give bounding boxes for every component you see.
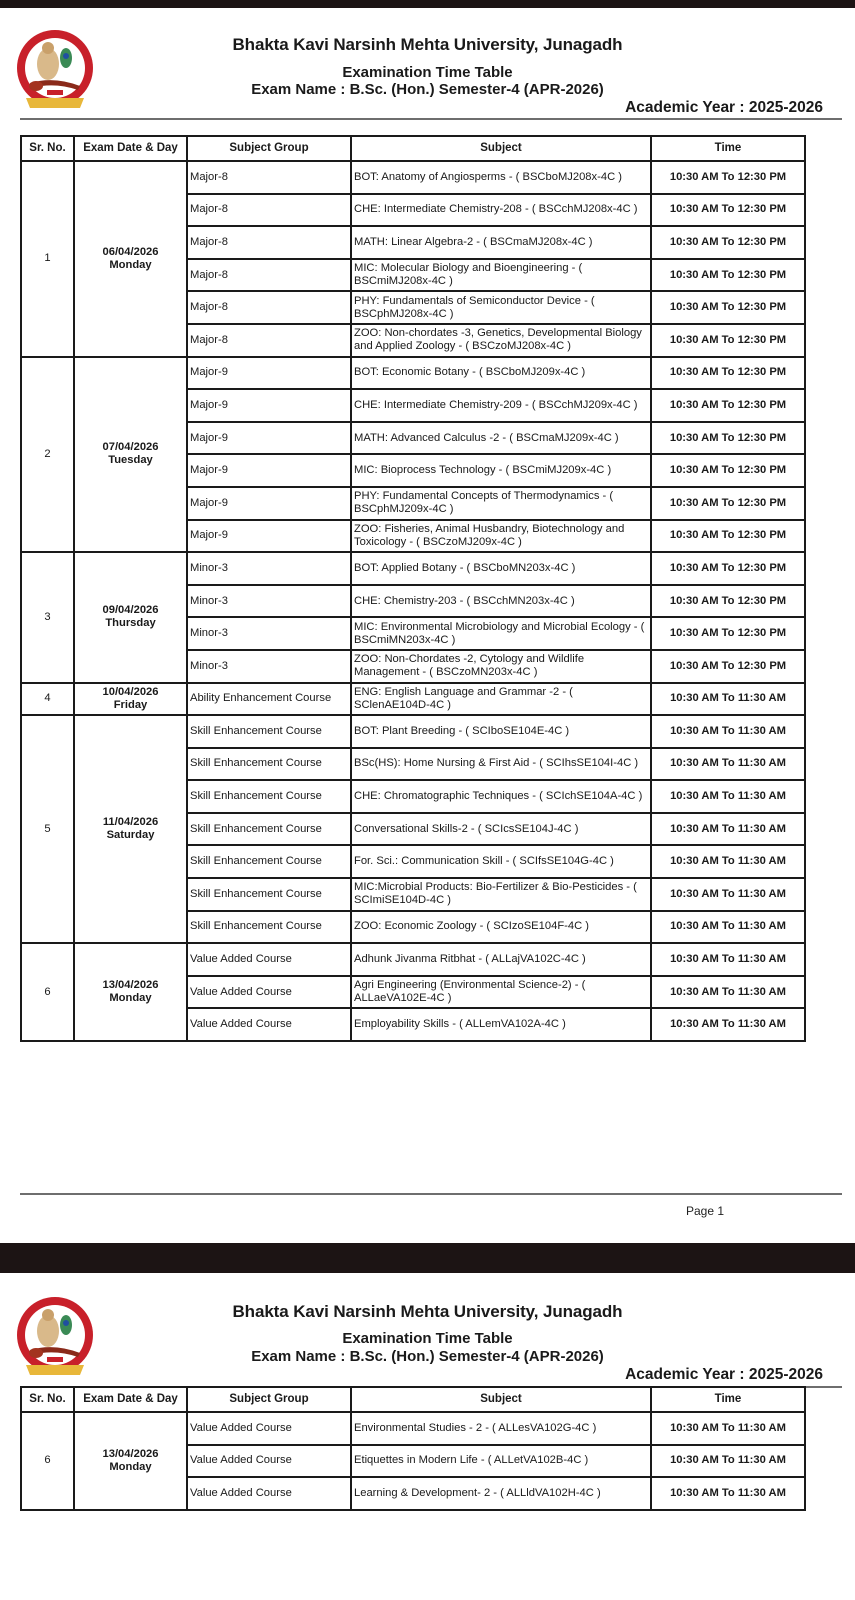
timetable-body bbox=[21, 1412, 805, 1510]
subject-group: Minor-3 bbox=[187, 650, 351, 683]
subject: MATH: Linear Algebra-2 - ( BSCmaMJ208x-4C ) bbox=[351, 226, 651, 259]
page-break-bar bbox=[0, 1243, 855, 1273]
exam-time: 10:30 AM To 11:30 AM bbox=[651, 780, 805, 813]
exam-day: Monday bbox=[109, 258, 152, 271]
exam-time: 10:30 AM To 11:30 AM bbox=[651, 683, 805, 716]
exam-time: 10:30 AM To 11:30 AM bbox=[651, 878, 805, 911]
exam-day: Monday bbox=[109, 992, 152, 1005]
exam-time: 10:30 AM To 12:30 PM bbox=[651, 291, 805, 324]
serial-number: 5 bbox=[21, 715, 74, 943]
exam-date-cell bbox=[74, 1412, 187, 1510]
subject: CHE: Chemistry-203 - ( BSCchMN203x-4C ) bbox=[351, 585, 651, 618]
exam-time: 10:30 AM To 11:30 AM bbox=[651, 1008, 805, 1041]
subject-group: Skill Enhancement Course bbox=[187, 748, 351, 781]
exam-date: 10/04/2026 bbox=[102, 685, 159, 698]
exam-date-cell bbox=[74, 357, 187, 553]
subject-group: Skill Enhancement Course bbox=[187, 878, 351, 911]
subject-group: Major-9 bbox=[187, 422, 351, 455]
exam-time: 10:30 AM To 12:30 PM bbox=[651, 357, 805, 390]
subject: MIC: Environmental Microbiology and Microbial Ecology - ( BSCmiMN203x-4C ) bbox=[351, 617, 651, 650]
exam-date: 11/04/2026 bbox=[102, 816, 159, 829]
exam-date: 09/04/2026 bbox=[102, 604, 159, 617]
exam-name: Exam Name : B.Sc. (Hon.) Semester-4 (APR-2026) bbox=[251, 1348, 604, 1365]
table-header-row bbox=[21, 136, 805, 161]
table-row bbox=[21, 943, 805, 976]
page-2 bbox=[0, 1273, 855, 1600]
subject-group: Major-8 bbox=[187, 226, 351, 259]
exam-date-cell bbox=[74, 552, 187, 682]
subject-group: Value Added Course bbox=[187, 1412, 351, 1445]
subject-group: Value Added Course bbox=[187, 1477, 351, 1510]
academic-year: Academic Year : 2025-2026 bbox=[625, 1366, 823, 1383]
exam-time: 10:30 AM To 12:30 PM bbox=[651, 454, 805, 487]
subject: MIC: Bioprocess Technology - ( BSCmiMJ209x-4C ) bbox=[351, 454, 651, 487]
subject: Adhunk Jivanma Ritbhat - ( ALLajVA102C-4C ) bbox=[351, 943, 651, 976]
exam-time: 10:30 AM To 12:30 PM bbox=[651, 161, 805, 194]
subject-group: Value Added Course bbox=[187, 1445, 351, 1478]
subject-group: Value Added Course bbox=[187, 1008, 351, 1041]
col-header-sr-no: Sr. No. bbox=[21, 136, 74, 161]
footer-divider bbox=[20, 1193, 842, 1195]
col-header-sr-no: Sr. No. bbox=[21, 1387, 74, 1412]
subject: ZOO: Economic Zoology - ( SCIzoSE104F-4C ) bbox=[351, 911, 651, 944]
timetable-body bbox=[21, 161, 805, 1041]
subject: BOT: Anatomy of Angiosperms - ( BSCboMJ208x-4C ) bbox=[351, 161, 651, 194]
subject-group: Skill Enhancement Course bbox=[187, 845, 351, 878]
table-row bbox=[21, 715, 805, 748]
exam-time: 10:30 AM To 11:30 AM bbox=[651, 1412, 805, 1445]
table-row bbox=[21, 683, 805, 716]
subject-group: Major-8 bbox=[187, 291, 351, 324]
subject: ZOO: Fisheries, Animal Husbandry, Biotechnology and Toxicology - ( BSCzoMJ209x-4C ) bbox=[351, 520, 651, 553]
exam-time: 10:30 AM To 12:30 PM bbox=[651, 389, 805, 422]
subject-group: Major-9 bbox=[187, 520, 351, 553]
subject: Environmental Studies - 2 - ( ALLesVA102G-4C ) bbox=[351, 1412, 651, 1445]
subject-group: Value Added Course bbox=[187, 943, 351, 976]
subject: CHE: Chromatographic Techniques - ( SCIchSE104A-4C ) bbox=[351, 780, 651, 813]
timetable-page-1 bbox=[20, 135, 806, 1042]
subject: Agri Engineering (Environmental Science-2) - ( ALLaeVA102E-4C ) bbox=[351, 976, 651, 1009]
subject-group: Major-9 bbox=[187, 389, 351, 422]
subject: CHE: Intermediate Chemistry-208 - ( BSCchMJ208x-4C ) bbox=[351, 194, 651, 227]
subject-group: Major-8 bbox=[187, 161, 351, 194]
subject: MIC: Molecular Biology and Bioengineering - ( BSCmiMJ208x-4C ) bbox=[351, 259, 651, 292]
subject: BOT: Applied Botany - ( BSCboMN203x-4C ) bbox=[351, 552, 651, 585]
subject-group: Major-9 bbox=[187, 454, 351, 487]
col-header-subject: Subject bbox=[351, 1387, 651, 1412]
table-row bbox=[21, 1412, 805, 1445]
exam-date-cell bbox=[74, 161, 187, 357]
subject-group: Minor-3 bbox=[187, 552, 351, 585]
subject: CHE: Intermediate Chemistry-209 - ( BSCchMJ209x-4C ) bbox=[351, 389, 651, 422]
exam-day: Saturday bbox=[106, 829, 155, 842]
subject: For. Sci.: Communication Skill - ( SCIfsSE104G-4C ) bbox=[351, 845, 651, 878]
exam-time: 10:30 AM To 12:30 PM bbox=[651, 422, 805, 455]
subject: MIC:Microbial Products: Bio-Fertilizer & Bio-Pesticides - ( SCImiSE104D-4C ) bbox=[351, 878, 651, 911]
exam-time: 10:30 AM To 12:30 PM bbox=[651, 487, 805, 520]
exam-date: 13/04/2026 bbox=[102, 979, 159, 992]
table-header-row bbox=[21, 1387, 805, 1412]
col-header-subject-group: Subject Group bbox=[187, 136, 351, 161]
exam-time: 10:30 AM To 12:30 PM bbox=[651, 324, 805, 357]
exam-day: Thursday bbox=[105, 617, 156, 630]
university-name: Bhakta Kavi Narsinh Mehta University, Junagadh bbox=[232, 35, 623, 54]
table-row bbox=[21, 552, 805, 585]
exam-date: 13/04/2026 bbox=[102, 1447, 159, 1460]
exam-time: 10:30 AM To 12:30 PM bbox=[651, 194, 805, 227]
subject-group: Major-9 bbox=[187, 487, 351, 520]
serial-number: 1 bbox=[21, 161, 74, 357]
serial-number: 6 bbox=[21, 1412, 74, 1510]
subject-group: Major-9 bbox=[187, 357, 351, 390]
serial-number: 2 bbox=[21, 357, 74, 553]
exam-time: 10:30 AM To 11:30 AM bbox=[651, 845, 805, 878]
exam-date: 07/04/2026 bbox=[102, 441, 159, 454]
col-header-subject-group: Subject Group bbox=[187, 1387, 351, 1412]
exam-day: Monday bbox=[109, 1460, 152, 1473]
subject: BSc(HS): Home Nursing & First Aid - ( SCIhsSE104I-4C ) bbox=[351, 748, 651, 781]
exam-time: 10:30 AM To 11:30 AM bbox=[651, 976, 805, 1009]
subject-group: Skill Enhancement Course bbox=[187, 911, 351, 944]
subject: Learning & Development- 2 - ( ALLldVA102H-4C ) bbox=[351, 1477, 651, 1510]
col-header-time: Time bbox=[651, 1387, 805, 1412]
exam-time: 10:30 AM To 11:30 AM bbox=[651, 1477, 805, 1510]
exam-name: Exam Name : B.Sc. (Hon.) Semester-4 (APR-2026) bbox=[251, 81, 604, 98]
subject-group: Minor-3 bbox=[187, 617, 351, 650]
col-header-time: Time bbox=[651, 136, 805, 161]
subject-group: Skill Enhancement Course bbox=[187, 813, 351, 846]
subject: Etiquettes in Modern Life - ( ALLetVA102B-4C ) bbox=[351, 1445, 651, 1478]
exam-time: 10:30 AM To 12:30 PM bbox=[651, 650, 805, 683]
serial-number: 6 bbox=[21, 943, 74, 1041]
exam-time: 10:30 AM To 11:30 AM bbox=[651, 715, 805, 748]
subject: PHY: Fundamentals of Semiconductor Device - ( BSCphMJ208x-4C ) bbox=[351, 291, 651, 324]
exam-time: 10:30 AM To 11:30 AM bbox=[651, 748, 805, 781]
subject-group: Minor-3 bbox=[187, 585, 351, 618]
table-row bbox=[21, 357, 805, 390]
subject-group: Value Added Course bbox=[187, 976, 351, 1009]
subject: Employability Skills - ( ALLemVA102A-4C ) bbox=[351, 1008, 651, 1041]
exam-day: Tuesday bbox=[108, 454, 153, 467]
exam-date-cell bbox=[74, 683, 187, 716]
subject-group: Major-8 bbox=[187, 194, 351, 227]
exam-date: 06/04/2026 bbox=[102, 245, 159, 258]
page-number: Page 1 bbox=[686, 1204, 725, 1218]
subject: MATH: Advanced Calculus -2 - ( BSCmaMJ209x-4C ) bbox=[351, 422, 651, 455]
header-divider bbox=[20, 118, 842, 120]
subject: BOT: Plant Breeding - ( SCIboSE104E-4C ) bbox=[351, 715, 651, 748]
serial-number: 3 bbox=[21, 552, 74, 682]
academic-year: Academic Year : 2025-2026 bbox=[625, 99, 823, 116]
subject: ZOO: Non-Chordates -2, Cytology and Wildlife Management - ( BSCzoMN203x-4C ) bbox=[351, 650, 651, 683]
exam-time: 10:30 AM To 12:30 PM bbox=[651, 226, 805, 259]
exam-time: 10:30 AM To 12:30 PM bbox=[651, 520, 805, 553]
col-header-subject: Subject bbox=[351, 136, 651, 161]
col-header-exam-date: Exam Date & Day bbox=[74, 1387, 187, 1412]
subject-group: Major-8 bbox=[187, 259, 351, 292]
serial-number: 4 bbox=[21, 683, 74, 716]
subject: BOT: Economic Botany - ( BSCboMJ209x-4C ) bbox=[351, 357, 651, 390]
exam-time: 10:30 AM To 12:30 PM bbox=[651, 259, 805, 292]
exam-date-cell bbox=[74, 943, 187, 1041]
timetable-page-2 bbox=[20, 1386, 806, 1511]
subject-group: Major-8 bbox=[187, 324, 351, 357]
exam-time: 10:30 AM To 12:30 PM bbox=[651, 617, 805, 650]
exam-date-cell bbox=[74, 715, 187, 943]
subject-group: Skill Enhancement Course bbox=[187, 780, 351, 813]
col-header-exam-date: Exam Date & Day bbox=[74, 136, 187, 161]
exam-time: 10:30 AM To 11:30 AM bbox=[651, 1445, 805, 1478]
subject: ENG: English Language and Grammar -2 - ( SClenAE104D-4C ) bbox=[351, 683, 651, 716]
subject: PHY: Fundamental Concepts of Thermodynamics - ( BSCphMJ209x-4C ) bbox=[351, 487, 651, 520]
subject-group: Skill Enhancement Course bbox=[187, 715, 351, 748]
document-title: Examination Time Table bbox=[342, 64, 513, 81]
document-title: Examination Time Table bbox=[342, 1330, 513, 1347]
exam-day: Friday bbox=[113, 698, 148, 711]
exam-time: 10:30 AM To 11:30 AM bbox=[651, 813, 805, 846]
exam-time: 10:30 AM To 11:30 AM bbox=[651, 911, 805, 944]
university-name: Bhakta Kavi Narsinh Mehta University, Junagadh bbox=[232, 1302, 623, 1321]
subject: Conversational Skills-2 - ( SCIcsSE104J-4C ) bbox=[351, 813, 651, 846]
table-row bbox=[21, 161, 805, 194]
exam-time: 10:30 AM To 12:30 PM bbox=[651, 552, 805, 585]
exam-time: 10:30 AM To 12:30 PM bbox=[651, 585, 805, 618]
subject-group: Ability Enhancement Course bbox=[187, 683, 351, 716]
subject: ZOO: Non-chordates -3, Genetics, Developmental Biology and Applied Zoology - ( BSCzoMJ208x-4C ) bbox=[351, 324, 651, 357]
exam-time: 10:30 AM To 11:30 AM bbox=[651, 943, 805, 976]
